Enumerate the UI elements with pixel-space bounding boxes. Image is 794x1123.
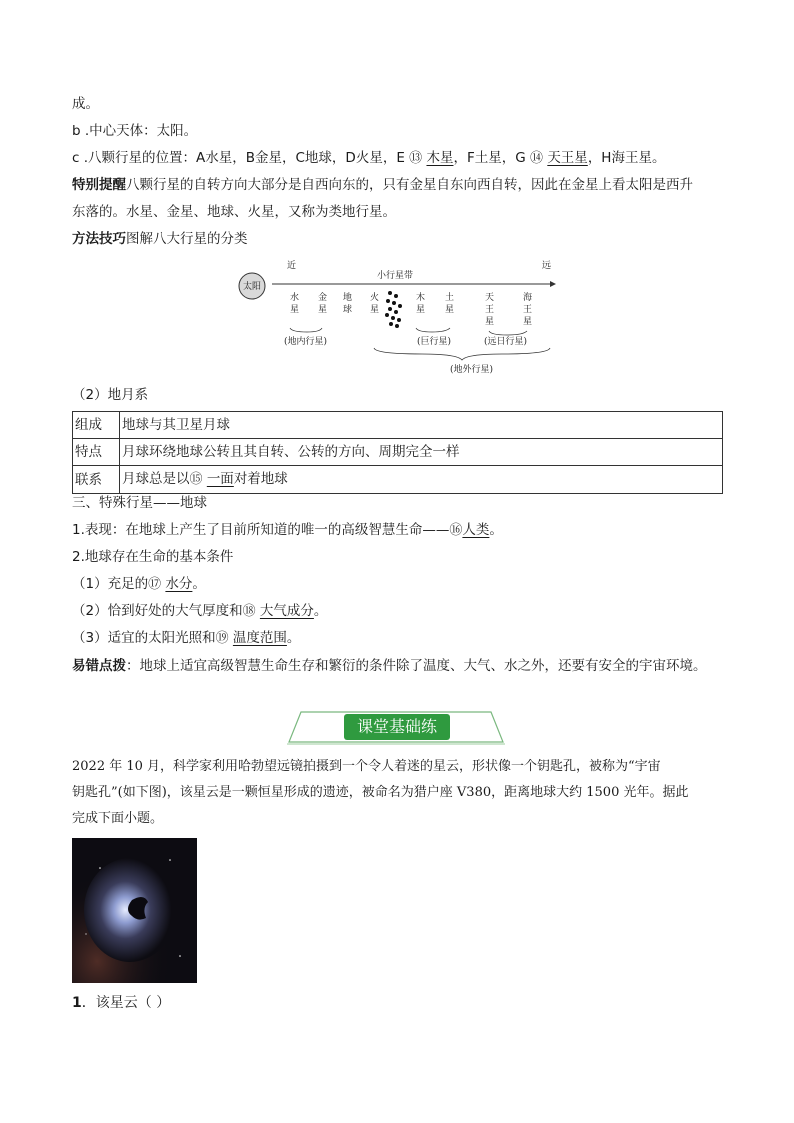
question-number: 1 — [72, 995, 82, 1011]
table-value — [120, 466, 723, 494]
text-segment: 。 — [489, 522, 503, 538]
text-line — [72, 601, 327, 622]
svg-text:金: 金 — [318, 293, 328, 303]
table-value: 地球与其卫星月球 — [120, 412, 723, 439]
passage-line: 2022 年 10 月，科学家利用哈勃望远镜拍摄到一个令人着迷的星云，形状像一个钥匙孔，被称为“宇宙 — [72, 759, 661, 774]
svg-text:地: 地 — [343, 293, 353, 303]
text-segment: （2）恰到好处的大气厚度和 — [72, 603, 243, 619]
text-segment: 对着地球 — [233, 471, 288, 487]
table-row — [73, 439, 723, 466]
tip-text: 八颗行星的自转方向大部分是自西向东的，只有金星自东向西自转，因此在金星上看太阳是西升 — [126, 177, 693, 193]
giant-planets-label: (巨行星) — [417, 337, 452, 347]
text-line — [72, 574, 206, 595]
planet-saturn — [445, 291, 454, 315]
question-text: ．该星云（ ） — [81, 995, 171, 1011]
tip-label: 特别提醒 — [72, 177, 126, 193]
planet-neptune — [523, 291, 532, 327]
blank-answer: 一面 — [206, 471, 234, 487]
table-key: 联系 — [73, 466, 120, 494]
table-row — [73, 412, 723, 439]
error-tip-label: 易错点拨 — [72, 658, 126, 674]
inner-planets-bracket — [290, 328, 322, 332]
planet-mars — [370, 291, 379, 315]
near-label: 近 — [287, 261, 297, 271]
asteroid-belt-label: 小行星带 — [377, 271, 414, 281]
passage-line: 钥匙孔”(如下图)，该星云是一颗恒星形成的遗迹，被命名为猎户座 V380，距离地球大约 1500 光年。据此 — [72, 785, 689, 800]
error-tip-line — [72, 656, 707, 676]
svg-text:星: 星 — [318, 305, 328, 315]
blank-number: ⑲ — [215, 631, 229, 646]
blank-number: ⑬ — [409, 151, 423, 166]
blank-number: ⑮ — [189, 472, 203, 487]
table-row — [73, 466, 723, 494]
blank-answer: 人类 — [462, 522, 490, 538]
passage-line: 完成下面小题。 — [72, 811, 164, 826]
svg-text:土: 土 — [445, 293, 455, 303]
planet-jupiter — [416, 291, 425, 315]
text-line: 东落的。水星、金星、地球、火星，又称为类地行星。 — [72, 204, 396, 220]
far-planets-bracket — [489, 331, 527, 335]
planet-mercury — [290, 291, 299, 315]
text-segment: 月球总是以 — [122, 471, 190, 487]
planet-venus — [318, 291, 327, 315]
text-line — [72, 520, 503, 541]
sun-label: 太阳 — [242, 282, 262, 292]
method-text: 图解八大行星的分类 — [126, 231, 248, 247]
question-1 — [72, 993, 170, 1013]
outer-planets-bracket — [374, 348, 550, 360]
far-planets-label: (远日行星) — [484, 337, 528, 347]
blank-answer: 天王星 — [547, 150, 588, 166]
blank-number: ⑭ — [530, 151, 544, 166]
section-banner-title: 课堂基础练 — [344, 714, 450, 740]
blank-number: ⑯ — [449, 523, 463, 538]
svg-text:火: 火 — [370, 293, 380, 303]
text-segment: 。 — [286, 630, 301, 646]
svg-text:水: 水 — [290, 293, 300, 303]
svg-text:王: 王 — [523, 305, 533, 315]
text-segment: （3）适宜的太阳光照和 — [72, 630, 216, 646]
planet-positions-line — [72, 148, 665, 169]
text-segment: 。 — [192, 576, 206, 592]
planet-uranus — [485, 292, 494, 327]
text-line: b .中心天体：太阳。 — [72, 123, 198, 139]
blank-answer: 木星 — [426, 150, 454, 166]
text-line: 2.地球存在生命的基本条件 — [72, 549, 234, 565]
outer-planets-label: (地外行星) — [450, 365, 494, 375]
giant-planets-bracket — [416, 328, 450, 332]
asteroid-dots — [385, 291, 402, 328]
error-tip-text: ：地球上适宜高级智慧生命生存和繁衍的条件除了温度、大气、水之外，还要有安全的宇宙环境。 — [126, 658, 707, 674]
text-segment: （1）充足的 — [72, 576, 149, 592]
nebula-image — [72, 838, 197, 983]
method-label: 方法技巧 — [72, 231, 126, 247]
text-segment: ，F土星，G — [453, 150, 530, 166]
text-segment: 1.表现：在地球上产生了目前所知道的唯一的高级智慧生命—— — [72, 522, 450, 538]
text-segment: 。 — [313, 603, 328, 619]
svg-text:球: 球 — [343, 305, 353, 315]
svg-text:星: 星 — [290, 305, 300, 315]
blank-number: ⑰ — [148, 577, 162, 592]
planet-earth — [343, 291, 352, 315]
blank-number: ⑱ — [242, 604, 256, 619]
svg-text:木: 木 — [416, 293, 426, 303]
svg-text:王: 王 — [485, 305, 495, 315]
text-line: 成。 — [72, 96, 99, 112]
section-heading: （2）地月系 — [72, 387, 149, 403]
blank-answer: 温度范围 — [232, 630, 287, 646]
table-value: 月球环绕地球公转且其自转、公转的方向、周期完全一样 — [120, 439, 723, 466]
text-line — [72, 628, 300, 649]
text-segment: c .八颗行星的位置：A水星，B金星，C地球，D火星，E — [72, 150, 410, 166]
section-heading: 三、特殊行星——地球 — [72, 495, 207, 511]
svg-text:星: 星 — [485, 317, 495, 327]
earth-moon-table — [72, 411, 723, 494]
table-key: 组成 — [73, 412, 120, 439]
svg-text:天: 天 — [485, 293, 495, 303]
blank-answer: 水分 — [165, 576, 193, 592]
tip-line — [72, 175, 693, 195]
svg-text:星: 星 — [523, 317, 533, 327]
svg-text:星: 星 — [416, 305, 426, 315]
arrow-head — [550, 281, 556, 287]
inner-planets-label: (地内行星) — [284, 337, 328, 347]
method-line — [72, 229, 248, 249]
table-key: 特点 — [73, 439, 120, 466]
svg-text:海: 海 — [523, 293, 533, 303]
svg-text:星: 星 — [370, 305, 380, 315]
planet-classification-diagram — [232, 256, 562, 378]
text-segment: ，H海王星。 — [587, 150, 666, 166]
svg-text:星: 星 — [445, 305, 455, 315]
blank-answer: 大气成分 — [259, 603, 314, 619]
far-label: 远 — [542, 261, 552, 271]
